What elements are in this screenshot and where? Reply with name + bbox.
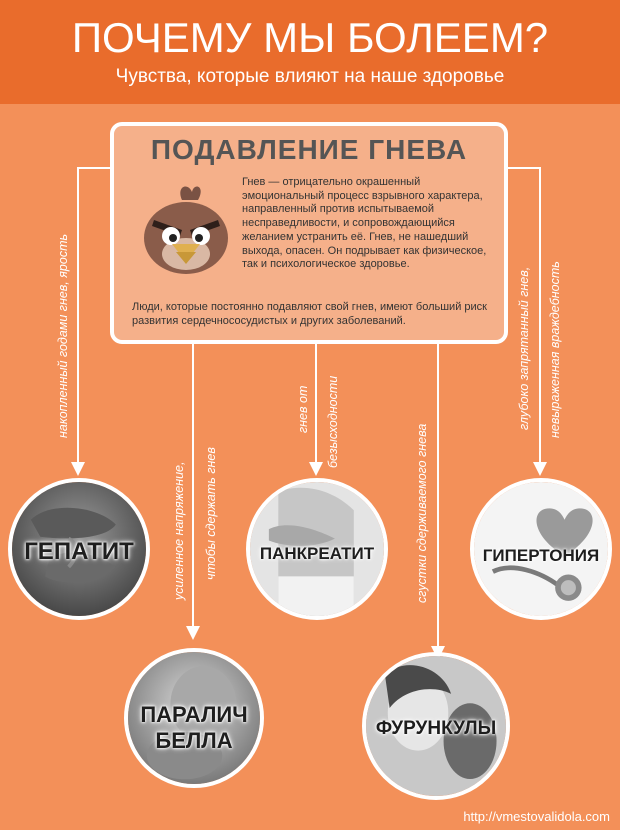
arrowhead-hepatitis: [71, 462, 85, 476]
label-hypertension-cause-2: невыраженная враждебность: [548, 261, 562, 438]
connector-hepatitis: [78, 168, 110, 465]
furuncles-circle: [362, 652, 510, 800]
hypertension-label: ГИПЕРТОНИЯ: [482, 546, 600, 565]
hypertension-circle: [470, 478, 612, 620]
bell-palsy-label: [128, 702, 260, 754]
label-hypertension-cause-1: глубоко запрятанный гнев,: [517, 266, 531, 430]
risk-note: Люди, которые постоянно подавляют свой гнев, имеют больший риск развития сердечнососудистых и других заболеваний.: [132, 301, 487, 327]
hepatitis-circle: [8, 478, 150, 620]
source-url: http://vmestovalidola.com: [463, 809, 610, 824]
pancreatitis-label: ПАНКРЕАТИТ: [259, 544, 375, 563]
label-bell-cause-2: чтобы сдержать гнев: [204, 447, 218, 580]
arrowhead-bell: [186, 626, 200, 640]
furuncles-label: ФУРУНКУЛЫ: [375, 718, 497, 739]
label-hepatitis-cause: накопленный годами гнев, ярость: [56, 233, 70, 438]
bell-palsy-circle: [124, 648, 264, 788]
box-title: ПОДАВЛЕНИЕ ГНЕВА: [150, 134, 468, 165]
anger-description: Гнев — отрицательно окрашенный эмоциональный процесс взрывного характера, направленный против испытываемой несправедливости, и сопровождающийся желанием устранить её. Гнев, не нашедший выхода, опасен. Он подрывает как физическое, так и психологическое здоровье.: [242, 176, 487, 271]
hepatitis-label: ГЕПАТИТ: [24, 538, 134, 565]
arrowhead-pancreatitis: [309, 462, 323, 476]
anger-suppression-box: [110, 122, 508, 344]
pancreatitis-circle: [246, 478, 388, 620]
label-furuncles-cause: сгустки сдерживаемого гнева: [415, 423, 429, 603]
arrowhead-hypertension: [533, 462, 547, 476]
label-pancreatitis-cause-2: безысходности: [326, 375, 340, 468]
angry-bird-icon: [136, 180, 236, 276]
bell-palsy-label-line-2: БЕЛЛА: [155, 728, 233, 753]
bell-palsy-label-line-1: ПАРАЛИЧ: [140, 702, 248, 727]
label-bell-cause-1: усиленное напряжение,: [172, 461, 186, 600]
page-title: ПОЧЕМУ МЫ БОЛЕЕМ?: [71, 14, 549, 61]
label-pancreatitis-cause-1: гнев от: [296, 385, 310, 433]
page-subtitle: Чувства, которые влияют на наше здоровье: [115, 66, 505, 87]
